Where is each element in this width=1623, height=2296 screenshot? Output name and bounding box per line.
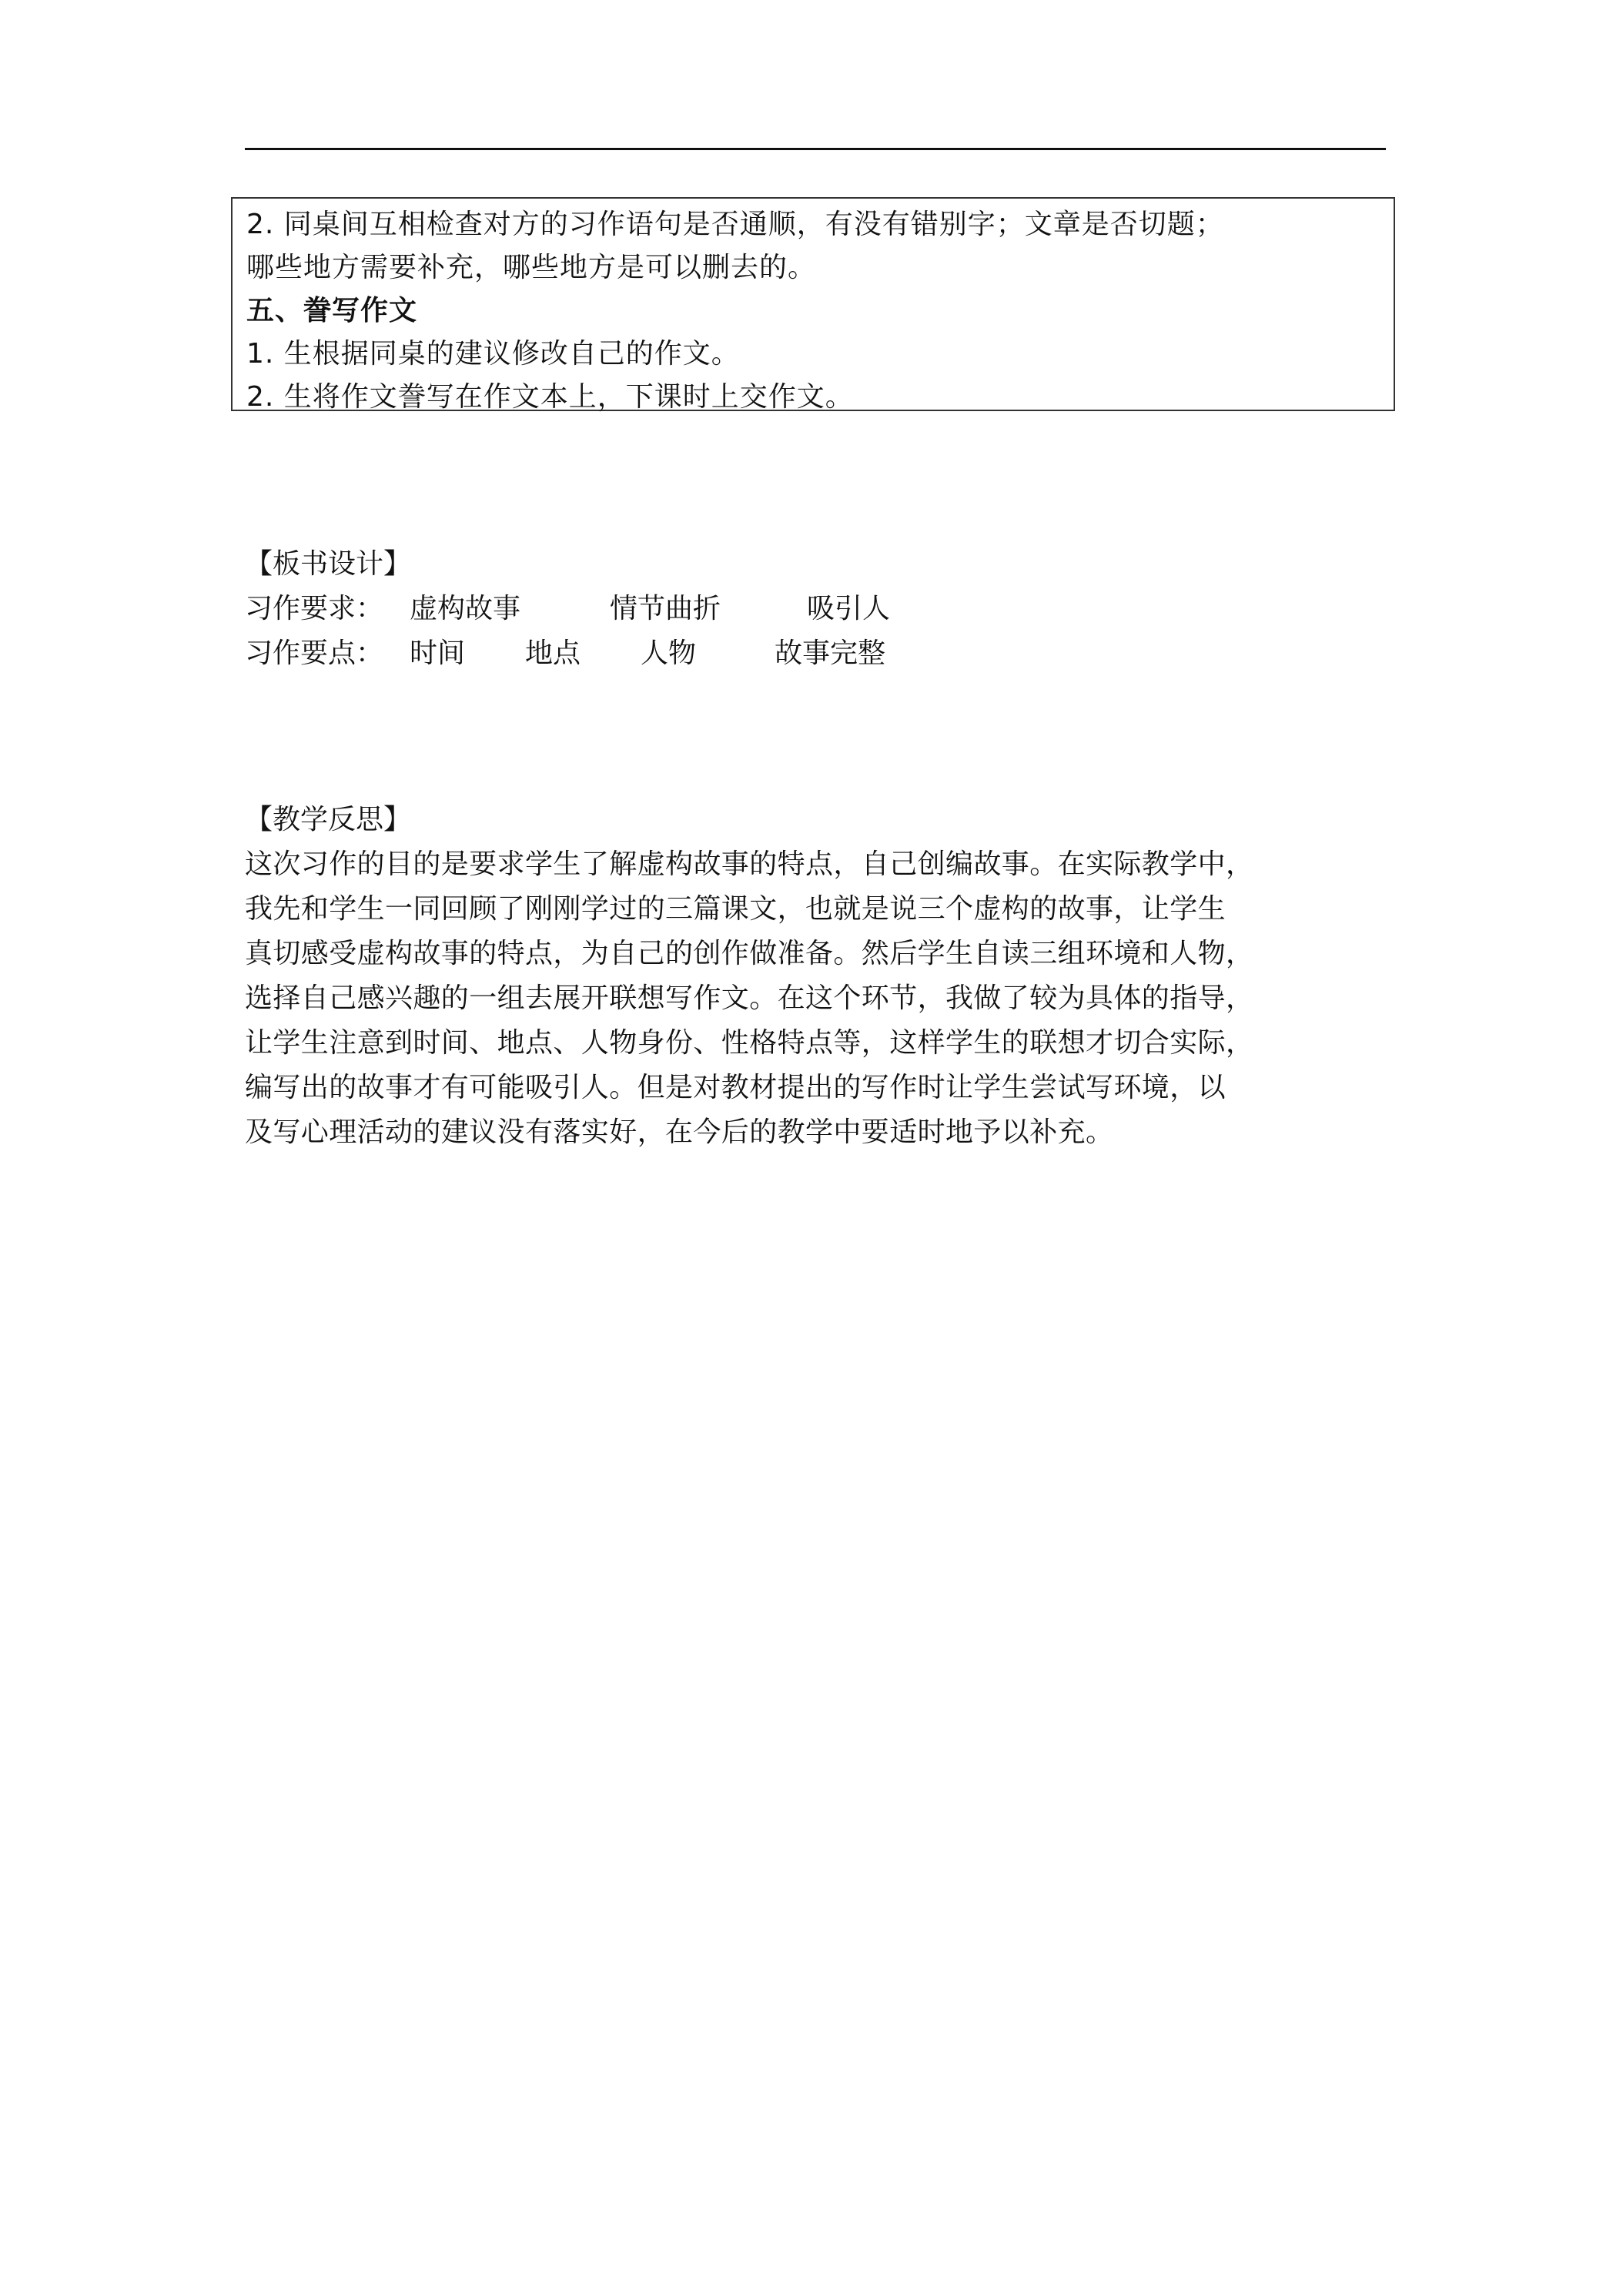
lesson-steps-box — [231, 197, 1395, 411]
board-item: 人物 — [641, 638, 697, 669]
board-item: 故事完整 — [775, 638, 886, 669]
reflection-line: 及写心理活动的建议没有落实好，在今后的教学中要适时地予以补充。 — [245, 1116, 1114, 1148]
board-row-key-points — [245, 631, 1400, 676]
box-line-peer-check: 2. 同桌间互相检查对方的习作语句是否通顺，有没有错别字；文章是否切题； — [246, 209, 1224, 240]
teaching-reflection-title: 【教学反思】 — [245, 804, 412, 835]
reflection-line: 这次习作的目的是要求学生了解虚构故事的特点，自己创编故事。在实际教学中， — [245, 848, 1254, 880]
board-row-label: 习作要点： — [245, 638, 384, 669]
board-row-requirements — [245, 587, 1400, 631]
reflection-line: 编写出的故事才有可能吸引人。但是对教材提出的写作时让学生尝试写环境，以 — [245, 1072, 1226, 1103]
reflection-line: 真切感受虚构故事的特点，为自己的创作做准备。然后学生自读三组环境和人物， — [245, 938, 1254, 969]
reflection-line: 让学生注意到时间、地点、人物身份、性格特点等，这样学生的联想才切合实际， — [245, 1027, 1254, 1059]
board-row-label: 习作要求： — [245, 593, 384, 624]
board-design-section — [245, 542, 1400, 676]
box-line-revise: 1. 生根据同桌的建议修改自己的作文。 — [246, 338, 740, 370]
box-line-copy-submit: 2. 生将作文誊写在作文本上，下课时上交作文。 — [246, 381, 854, 413]
board-item: 吸引人 — [807, 593, 891, 624]
reflection-line: 选择自己感兴趣的一组去展开联想写作文。在这个环节，我做了较为具体的指导， — [245, 982, 1254, 1014]
board-design-title: 【板书设计】 — [245, 548, 412, 580]
box-line-peer-check-cont: 哪些地方需要补充，哪些地方是可以删去的。 — [246, 252, 817, 283]
board-item: 地点 — [525, 638, 581, 669]
teaching-reflection-section — [245, 798, 1400, 1155]
section-heading-copy-essay: 五、誊写作文 — [246, 295, 418, 326]
board-item: 虚构故事 — [410, 593, 521, 624]
board-item: 情节曲折 — [610, 593, 721, 624]
board-item: 时间 — [410, 638, 466, 669]
header-rule — [245, 148, 1386, 150]
reflection-line: 我先和学生一同回顾了刚刚学过的三篇课文，也就是说三个虚构的故事，让学生 — [245, 893, 1226, 925]
